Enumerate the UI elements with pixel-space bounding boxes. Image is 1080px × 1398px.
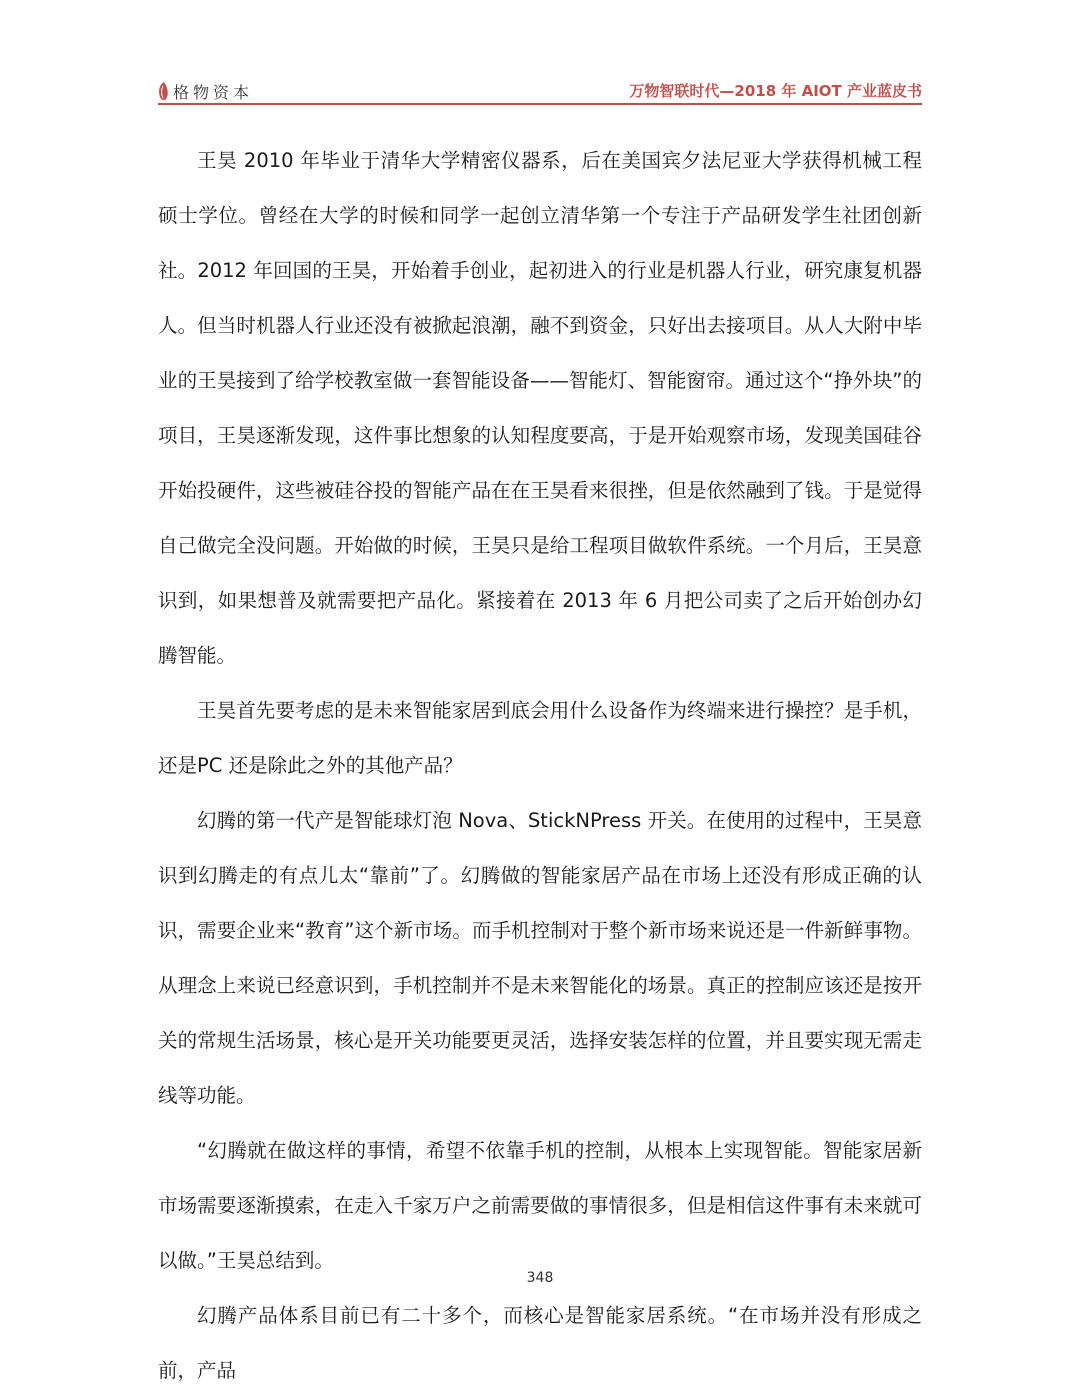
paragraph-2: 王昊首先要考虑的是未来智能家居到底会用什么设备作为终端来进行操控？是手机，还是PC 还是除此之外的其他产品？ <box>158 699 922 777</box>
page-number: 348 <box>526 1270 554 1286</box>
logo-text: 格物资本 <box>173 82 254 102</box>
logo-mark-icon <box>158 82 169 101</box>
header-divider <box>158 103 922 105</box>
header-title: 万物智联时代—2018 年 AIOT 产业蓝皮书 <box>629 82 922 100</box>
brand-logo <box>158 78 253 104</box>
paragraph-4: “幻腾就在做这样的事情，希望不依靠手机的控制，从根本上实现智能。智能家居新市场需要逐渐摸索，在走入千家万户之前需要做的事情很多，但是相信这件事有未来就可以做。”王昊总结到。 <box>158 1139 922 1272</box>
body-text <box>158 133 922 1398</box>
paragraph-3: 幻腾的第一代产是智能球灯泡 Nova、StickNPress 开关。在使用的过程中，王昊意识到幻腾走的有点儿太“靠前”了。幻腾做的智能家居产品在市场上还没有形成正确的认识，需要企业来“教育”这个新市场。而手机控制对于整个新市场来说还是一件新鲜事物。从理念上来说已经意识到，手机控制并不是未来智能化的场景。真正的控制应该还是按开关的常规生活场景，核心是开关功能要更灵活，选择安装怎样的位置，并且要实现无需走线等功能。 <box>158 809 922 1107</box>
paragraph-1: 王昊 2010 年毕业于清华大学精密仪器系，后在美国宾夕法尼亚大学获得机械工程硕士学位。曾经在大学的时候和同学一起创立清华第一个专注于产品研发学生社团创新社。2012 年回国的王昊，开始着手创业，起初进入的行业是机器人行业，研究康复机器人。但当时机器人行业还没有被掀起浪潮，融不到资金，只好出去接项目。从人大附中毕业的王昊接到了给学校教室做一套智能设备——智能灯、智能窗帘。通过这个“挣外块”的项目，王昊逐渐发现，这件事比想象的认知程度要高，于是开始观察市场，发现美国硅谷开始投硬件，这些被硅谷投的智能产品在在王昊看来很挫，但是依然融到了钱。于是觉得自己做完全没问题。开始做的时候，王昊只是给工程项目做软件系统。一个月后，王昊意识到，如果想普及就需要把产品化。紧接着在 2013 年 6 月把公司卖了之后开始创办幻腾智能。 <box>158 149 922 667</box>
paragraph-5: 幻腾产品体系目前已有二十多个，而核心是智能家居系统。“在市场并没有形成之前，产品 <box>158 1304 922 1382</box>
page-header <box>158 74 922 106</box>
